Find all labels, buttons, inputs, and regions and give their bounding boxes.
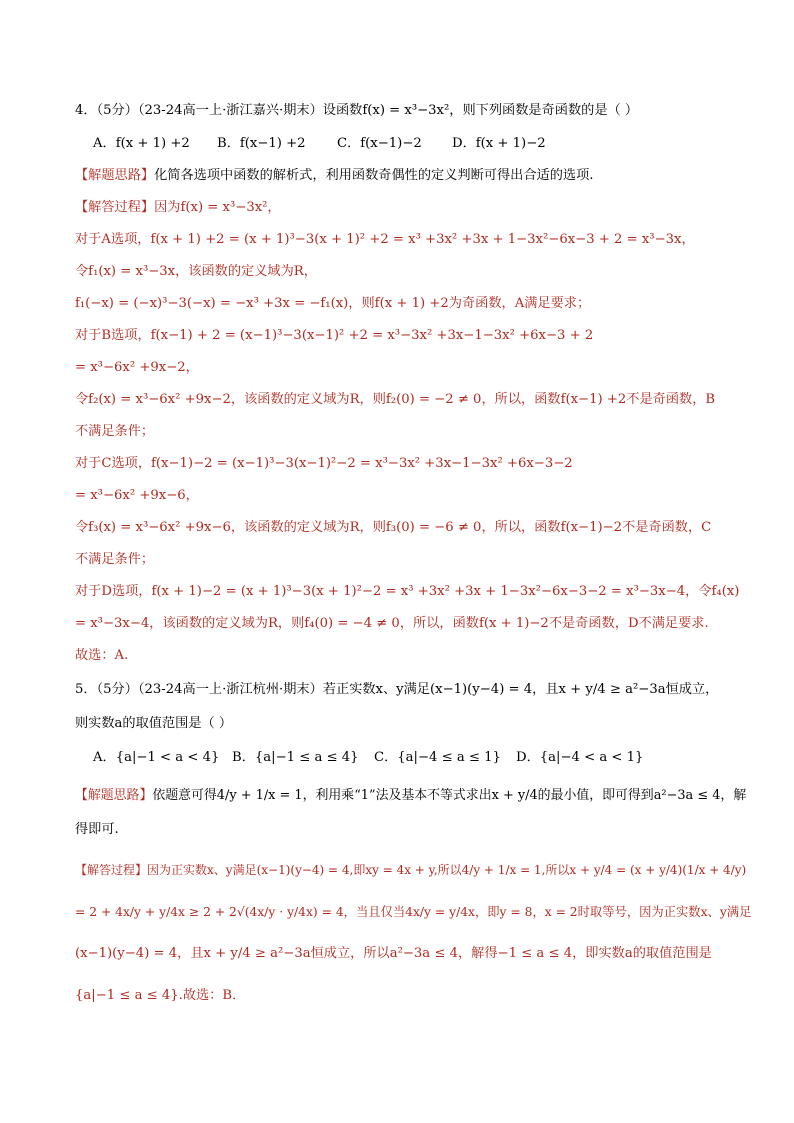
q4-line-13: = x³−3x−4，该函数的定义域为R，则f₄(0) = −4 ≠ 0，所以，函数f(x + 1)−2不是奇函数，D不满足要求. xyxy=(75,616,709,631)
q4-line-1: 对于A选项，f(x + 1) +2 = (x + 1)³−3(x + 1)² +2 = x³ +3x² +3x + 1−3x²−6x−3 + 2 = x³−3x， xyxy=(75,232,695,247)
q5-thinking-2: 得即可. xyxy=(75,822,119,837)
q4-line-4: 对于B选项，f(x−1) + 2 = (x−1)³−3(x−1)² +2 = x³−3x² +3x−1−3x² +6x−3 + 2 xyxy=(75,328,594,343)
q4-thinking: 化简各选项中函数的解析式，利用函数奇偶性的定义判断可得出合适的选项. xyxy=(154,168,594,183)
q4-line-9: = x³−6x² +9x−6， xyxy=(75,488,199,503)
q4-line-2: 令f₁(x) = x³−3x，该函数的定义域为R， xyxy=(75,264,317,279)
q5-option-b: B．{a|−1 ≤ a ≤ 4} xyxy=(232,750,359,765)
q4-line-3: f₁(−x) = (−x)³−3(−x) = −x³ +3x = −f₁(x)，则f(x + 1) +2为奇函数，A满足要求； xyxy=(75,296,591,311)
q5-process-line-0 xyxy=(75,860,747,880)
q5-option-c: C．{a|−4 ≤ a ≤ 1} xyxy=(374,750,501,765)
q4-line-5: = x³−6x² +9x−2， xyxy=(75,360,199,375)
q4-line-12: 对于D选项，f(x + 1)−2 = (x + 1)³−3(x + 1)²−2 = x³ +3x² +3x + 1−3x²−6x−3−2 = x³−3x−4，令f₄(x) xyxy=(75,584,740,599)
q4-answer: 故选：A. xyxy=(75,648,129,663)
q5-stem-2: 则实数a的取值范围是（ ） xyxy=(75,716,233,731)
q4-thinking-line xyxy=(75,166,744,186)
q4-option-a: A．f(x + 1) +2 xyxy=(93,136,190,151)
q4-option-c: C．f(x−1)−2 xyxy=(337,136,422,151)
q5-thinking-1: 依题意可得4/y + 1/x = 1，利用乘“1”法及基本不等式求出x + y/4的最小值，即可得到a²−3a ≤ 4，解 xyxy=(152,788,747,803)
q4-line-7: 不满足条件； xyxy=(75,424,155,439)
q5-line-0: 因为正实数x、y满足(x−1)(y−4) = 4,即xy = 4x + y,所以4/y + 1/x = 1,所以x + y/4 = (x + y/4)(1/x + 4/y) xyxy=(147,863,747,877)
q5-thinking-tag: 【解题思路】 xyxy=(75,788,153,803)
q4-thinking-tag: 【解题思路】 xyxy=(75,168,155,183)
q4-line-11: 不满足条件； xyxy=(75,552,155,567)
q5-line-3: {a|−1 ≤ a ≤ 4}.故选：B． xyxy=(75,988,246,1003)
q5-line-2: (x−1)(y−4) = 4，且x + y/4 ≥ a²−3a恒成立，所以a²−3a ≤ 4，解得−1 ≤ a ≤ 4，即实数a的取值范围是 xyxy=(75,946,712,961)
q4-line-8: 对于C选项，f(x−1)−2 = (x−1)³−3(x−1)²−2 = x³−3x² +3x−1−3x² +6x−3−2 xyxy=(75,456,573,471)
q5-option-d: D．{a|−4 < a < 1} xyxy=(516,750,644,765)
q5-stem-1: 5．（5分）（23-24高一上·浙江杭州·期末）若正实数x、y满足(x−1)(y−4) = 4，且x + y/4 ≥ a²−3a恒成立， xyxy=(75,682,719,697)
q4-option-b: B．f(x−1) +2 xyxy=(217,136,306,151)
q4-line-0: 因为f(x) = x³−3x²， xyxy=(154,200,281,215)
q4-process-line-0 xyxy=(75,198,744,218)
q5-option-a: A．{a|−1 < a < 4} xyxy=(93,750,220,765)
q4-process-tag: 【解答过程】 xyxy=(75,200,155,215)
q4-stem: 4．（5分）（23-24高一上·浙江嘉兴·期末）设函数f(x) = x³−3x²，则下列函数是奇函数的是（ ） xyxy=(75,103,639,118)
q5-process-tag: 【解答过程】 xyxy=(75,863,148,877)
q5-thinking-line xyxy=(75,786,747,806)
q4-line-10: 令f₃(x) = x³−6x² +9x−6，该函数的定义域为R，则f₃(0) = −6 ≠ 0，所以，函数f(x−1)−2不是奇函数，C xyxy=(75,520,712,535)
q5-line-1: = 2 + 4x/y + y/4x ≥ 2 + 2√(4x/y · y/4x) = 4，当且仅当4x/y = y/4x，即y = 8，x = 2时取等号，因为正实数x、y满足 xyxy=(75,905,752,919)
q4-line-6: 令f₂(x) = x³−6x² +9x−2，该函数的定义域为R，则f₂(0) = −2 ≠ 0，所以，函数f(x−1) +2不是奇函数，B xyxy=(75,392,716,407)
q4-option-d: D．f(x + 1)−2 xyxy=(452,136,546,151)
